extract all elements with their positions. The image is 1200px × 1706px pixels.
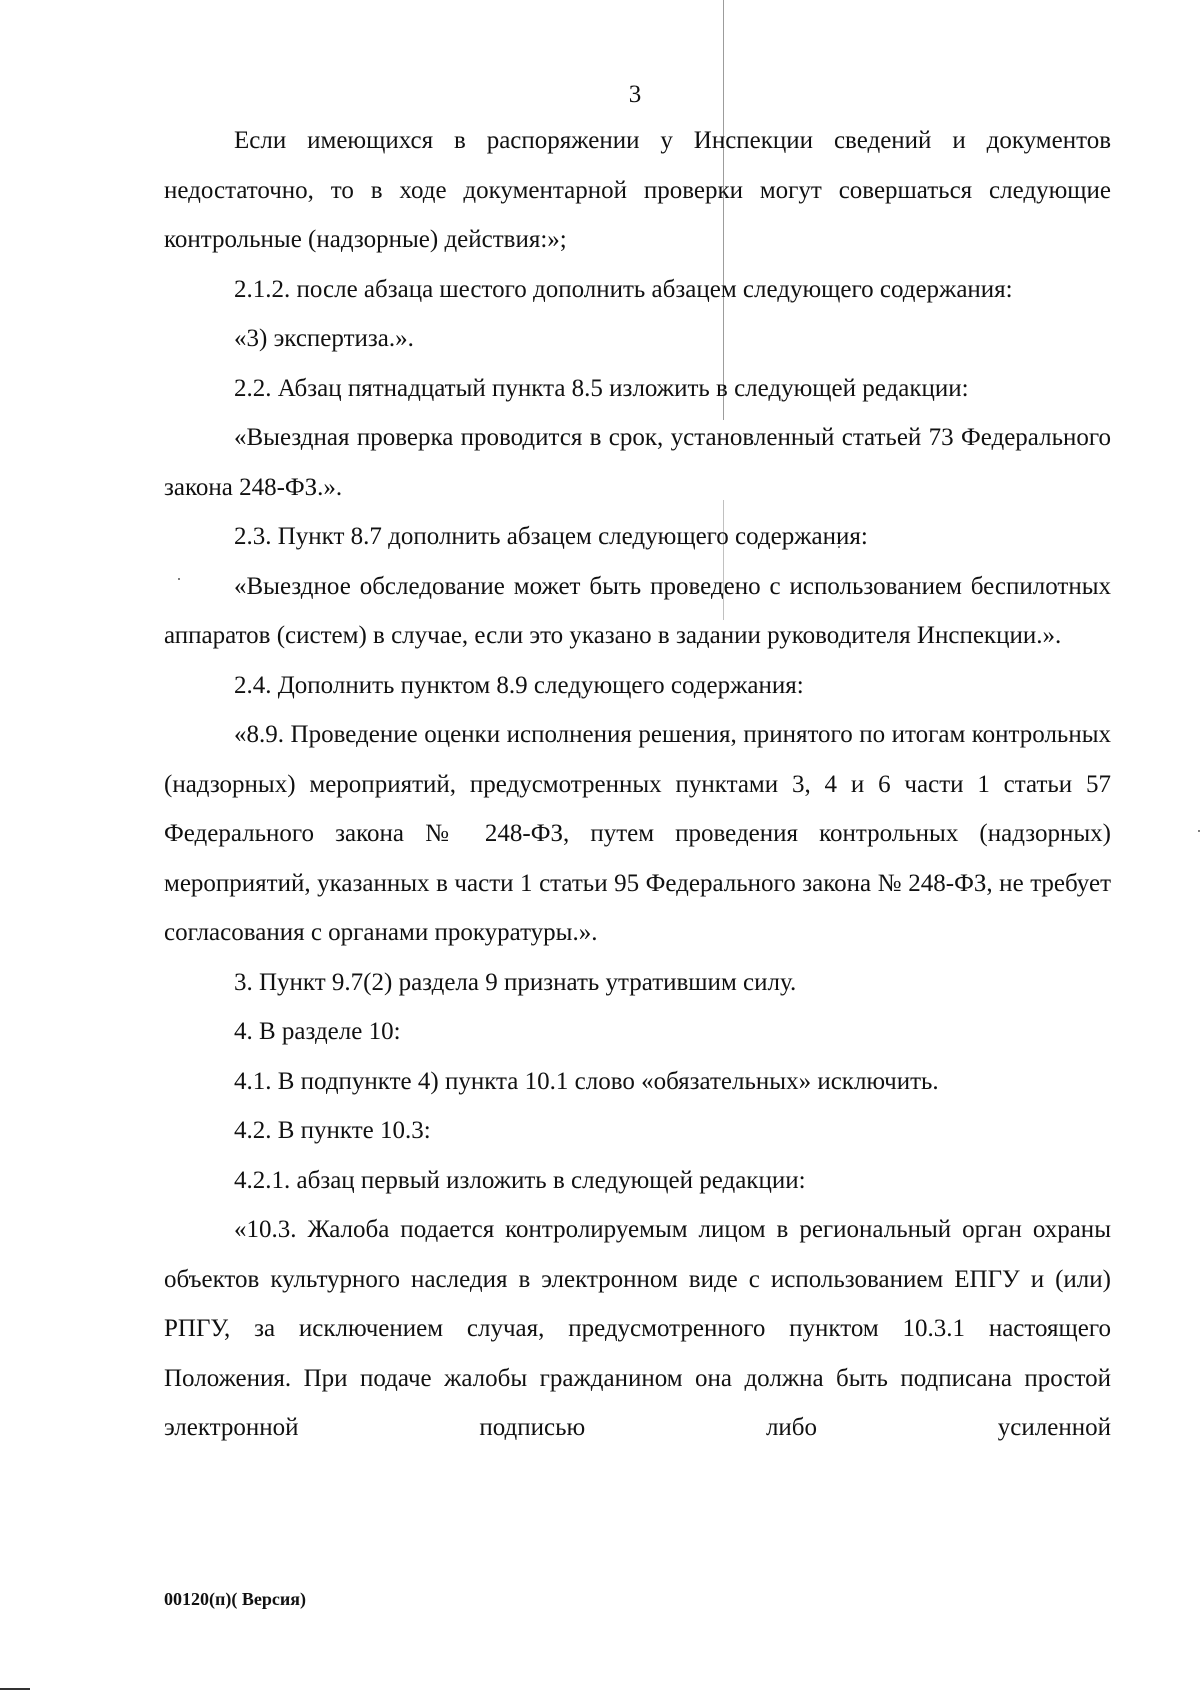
paragraph: «Выездное обследование может быть проведено с использованием беспилотных аппаратов (систем) в случае, если это указано в задании руководителя Инспекции.». <box>164 572 1111 649</box>
paragraph: 2.2. Абзац пятнадцатый пункта 8.5 изложить в следующей редакции: <box>234 374 969 402</box>
paragraph: «10.3. Жалоба подается контролируемым лицом в региональный орган охраны объектов культурного наследия в электронном виде с использованием ЕПГУ и (или) РПГУ, за исключением случая, предусмотренного пунктом 10.3.1 настоящего Положения. При подаче жалобы гражданином она должна быть подписана простой электронной подписью либо усиленной <box>164 1216 1111 1441</box>
paragraph: 4.1. В подпункте 4) пункта 10.1 слово «обязательных» исключить. <box>234 1067 939 1095</box>
paragraph: «Выездная проверка проводится в срок, установленный статьей 73 Федерального закона 248-ФЗ.». <box>164 424 1111 501</box>
footer-document-code: 00120(п)( Версия) <box>164 1589 306 1609</box>
paragraph: 4.2. В пункте 10.3: <box>234 1117 431 1144</box>
paragraph: 2.4. Дополнить пунктом 8.9 следующего содержания: <box>234 671 804 699</box>
paragraph: «3) экспертиза.». <box>234 325 414 352</box>
paragraph: 3. Пункт 9.7(2) раздела 9 признать утратившим силу. <box>234 968 797 996</box>
paragraph: 4. В разделе 10: <box>234 1018 401 1045</box>
scan-corner-mark <box>0 1688 30 1690</box>
page-number: 3 <box>628 81 642 108</box>
paragraph: 4.2.1. абзац первый изложить в следующей редакции: <box>234 1166 806 1194</box>
paragraph: 2.1.2. после абзаца шестого дополнить абзацем следующего содержания: <box>234 275 1013 303</box>
paragraph: Если имеющихся в распоряжении у Инспекции сведений и документов недостаточно, то в ходе документарной проверки могут совершаться следующие контрольные (надзорные) действия:»; <box>164 127 1111 253</box>
paragraph: «8.9. Проведение оценки исполнения решения, принятого по итогам контрольных (надзорных) мероприятий, предусмотренных пунктами 3, 4 и 6 части 1 статьи 57 Федерального закона № 248-ФЗ, путем проведения контрольных (надзорных) мероприятий, указанных в части 1 статьи 95 Федерального закона № 248-ФЗ, не требует согласования с органами прокуратуры.». <box>164 721 1111 946</box>
document-body <box>164 116 1111 1453</box>
paragraph: 2.3. Пункт 8.7 дополнить абзацем следующего содержания: <box>234 523 868 550</box>
